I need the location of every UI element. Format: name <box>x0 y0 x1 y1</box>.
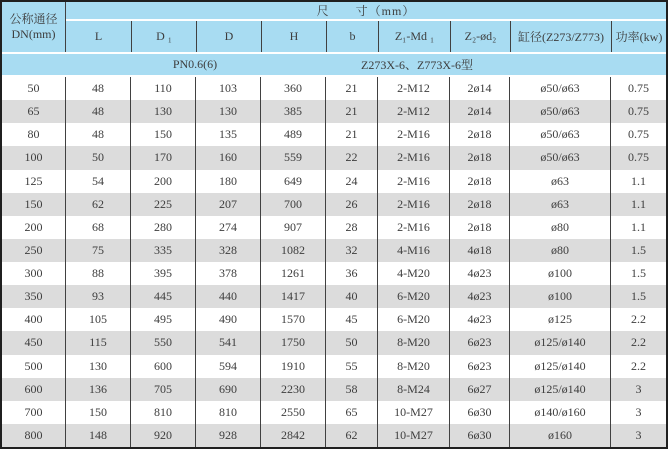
size-header-area <box>65 2 666 52</box>
table-cell: 6ø30 <box>449 424 509 447</box>
table-cell: 4ø23 <box>449 285 509 308</box>
table-cell: 2ø18 <box>449 216 509 239</box>
table-cell: 4-M20 <box>377 262 449 285</box>
col-header-cylinder: 缸径(Z273/Z773) <box>510 21 611 52</box>
table-cell: 550 <box>130 331 195 354</box>
table-cell: 88 <box>65 262 130 285</box>
table-cell: 274 <box>195 216 260 239</box>
table-cell: 800 <box>24 427 43 442</box>
table-cell: 4-M16 <box>377 239 449 262</box>
table-cell: 8-M20 <box>377 331 449 354</box>
table-cell: 65 <box>325 401 377 424</box>
table-cell: 130 <box>65 355 130 378</box>
table-row <box>2 77 666 100</box>
table-row <box>2 146 666 169</box>
table-cell: 2ø18 <box>449 193 509 216</box>
table-cell: 45 <box>325 308 377 331</box>
table-cell: 2ø14 <box>449 77 509 100</box>
table-cell: ø50/ø63 <box>509 100 610 123</box>
table-cell: 594 <box>195 355 260 378</box>
table-cell: 135 <box>195 123 260 146</box>
table-cell: 6-M20 <box>377 308 449 331</box>
table-cell: ø125 <box>509 308 610 331</box>
table-cell: 136 <box>65 378 130 401</box>
pressure-label: PN0.6(6) <box>172 57 218 71</box>
table-cell: 385 <box>260 100 325 123</box>
table-cell: 280 <box>130 216 195 239</box>
table-cell: 445 <box>130 285 195 308</box>
table-cell: 125 <box>24 173 43 188</box>
table-cell: 2-M16 <box>377 123 449 146</box>
table-cell: 200 <box>130 170 195 193</box>
table-cell: 93 <box>65 285 130 308</box>
table-cell: 150 <box>24 196 43 211</box>
table-cell: 250 <box>24 242 43 257</box>
table-row <box>2 170 666 193</box>
table-cell: 48 <box>65 77 130 100</box>
table-cell: 48 <box>65 100 130 123</box>
table-cell: 2-M12 <box>377 77 449 100</box>
table-cell: 378 <box>195 262 260 285</box>
table-cell: 36 <box>325 262 377 285</box>
table-row <box>2 262 666 285</box>
table-cell: 10-M27 <box>377 401 449 424</box>
table-cell: 649 <box>260 170 325 193</box>
table-cell: ø80 <box>509 216 610 239</box>
table-cell: 360 <box>260 77 325 100</box>
col-header-h: H <box>261 21 326 52</box>
table-cell: ø125/ø140 <box>509 355 610 378</box>
table-cell: 500 <box>24 358 43 373</box>
table-cell: 300 <box>24 266 43 281</box>
table-cell: 600 <box>130 355 195 378</box>
table-cell: ø140/ø160 <box>509 401 610 424</box>
table-cell: 2230 <box>260 378 325 401</box>
table-cell: 160 <box>195 146 260 169</box>
size-header-title: 尺 寸（mm） <box>66 2 666 21</box>
table-cell: 328 <box>195 239 260 262</box>
table-cell: 65 <box>27 104 40 119</box>
table-cell: 3 <box>610 401 666 424</box>
table-cell: 150 <box>65 401 130 424</box>
corner-header-line1: 公称通径 <box>9 12 58 26</box>
table-cell: 150 <box>130 123 195 146</box>
table-cell: 450 <box>24 335 43 350</box>
table-cell: 2.2 <box>610 308 666 331</box>
model-label: Z273X-6、Z773X-6型 <box>361 58 473 72</box>
table-row <box>2 355 666 378</box>
table-cell: 68 <box>65 216 130 239</box>
table-cell: 32 <box>325 239 377 262</box>
table-cell: 600 <box>24 381 43 396</box>
table-cell: 62 <box>65 193 130 216</box>
table-cell: 50 <box>325 331 377 354</box>
table-row <box>2 401 666 424</box>
table-cell: ø63 <box>509 193 610 216</box>
table-cell: 2ø18 <box>449 123 509 146</box>
table-row <box>2 123 666 146</box>
table-cell: 58 <box>325 378 377 401</box>
table-cell: 1261 <box>260 262 325 285</box>
table-cell: 0.75 <box>610 146 666 169</box>
table-cell: 28 <box>325 216 377 239</box>
table-cell: 105 <box>65 308 130 331</box>
table-cell: 690 <box>195 378 260 401</box>
table-cell: 1.1 <box>610 170 666 193</box>
table-cell: 440 <box>195 285 260 308</box>
table-cell: 1.5 <box>610 262 666 285</box>
table-row <box>2 308 666 331</box>
table-cell: 1082 <box>260 239 325 262</box>
table-cell: 10-M27 <box>377 424 449 447</box>
table-cell: 400 <box>24 312 43 327</box>
table-cell: 6ø23 <box>449 355 509 378</box>
table-row <box>2 239 666 262</box>
table-cell: 48 <box>65 123 130 146</box>
table-cell: 0.75 <box>610 123 666 146</box>
table-row <box>2 216 666 239</box>
table-cell: 1.1 <box>610 193 666 216</box>
col-header-d1: D ₁ <box>131 21 196 52</box>
table-cell: ø50/ø63 <box>509 123 610 146</box>
table-cell: 2-M12 <box>377 100 449 123</box>
table-cell: 489 <box>260 123 325 146</box>
table-cell: 395 <box>130 262 195 285</box>
table-cell: 110 <box>130 77 195 100</box>
table-cell: 2.2 <box>610 355 666 378</box>
table-cell: 4ø18 <box>449 239 509 262</box>
table-cell: 21 <box>325 100 377 123</box>
table-cell: 928 <box>195 424 260 447</box>
table-body <box>2 77 666 447</box>
table-cell: 4ø23 <box>449 308 509 331</box>
table-cell: 200 <box>24 219 43 234</box>
table-cell: 2842 <box>260 424 325 447</box>
table-cell: 6-M20 <box>377 285 449 308</box>
table-cell: ø100 <box>509 285 610 308</box>
table-cell: 62 <box>325 424 377 447</box>
table-cell: 2.2 <box>610 331 666 354</box>
table-cell: 700 <box>260 193 325 216</box>
table-header <box>2 2 666 54</box>
spec-row <box>2 54 666 77</box>
table-cell: 130 <box>130 100 195 123</box>
table-cell: 148 <box>65 424 130 447</box>
table-cell: 40 <box>325 285 377 308</box>
table-cell: 705 <box>130 378 195 401</box>
table-cell: 3 <box>610 378 666 401</box>
table-cell: 100 <box>24 150 43 165</box>
table-cell: 2ø18 <box>449 146 509 169</box>
table-cell: 907 <box>260 216 325 239</box>
table-cell: 1.5 <box>610 239 666 262</box>
table-cell: 22 <box>325 146 377 169</box>
table-cell: 26 <box>325 193 377 216</box>
table-cell: 1417 <box>260 285 325 308</box>
table-cell: 1570 <box>260 308 325 331</box>
table-cell: 3 <box>610 424 666 447</box>
table-cell: 2550 <box>260 401 325 424</box>
table-cell: 75 <box>65 239 130 262</box>
column-header-row <box>66 21 666 52</box>
table-cell: 2-M16 <box>377 216 449 239</box>
table-cell: 2ø14 <box>449 100 509 123</box>
table-cell: 810 <box>130 401 195 424</box>
table-cell: 21 <box>325 123 377 146</box>
table-cell: ø80 <box>509 239 610 262</box>
table-cell: 1.5 <box>610 285 666 308</box>
table-row <box>2 193 666 216</box>
table-row <box>2 331 666 354</box>
table-row <box>2 285 666 308</box>
corner-header-line2: DN(mm) <box>11 27 56 41</box>
table-cell: 495 <box>130 308 195 331</box>
table-cell: ø100 <box>509 262 610 285</box>
table-cell: 6ø27 <box>449 378 509 401</box>
table-cell: 103 <box>195 77 260 100</box>
col-header-b: b <box>326 21 378 52</box>
table-cell: 2-M16 <box>377 146 449 169</box>
col-header-l: L <box>94 29 103 43</box>
table-cell: 350 <box>24 289 43 304</box>
table-cell: 50 <box>27 81 40 96</box>
table-cell: ø50/ø63 <box>509 146 610 169</box>
table-cell: 920 <box>130 424 195 447</box>
table-cell: 50 <box>65 146 130 169</box>
corner-header-dn <box>2 2 65 52</box>
col-header-z1-md1: Z₁-Md ₁ <box>378 21 450 52</box>
table-cell: 6ø23 <box>449 331 509 354</box>
table-cell: ø63 <box>509 170 610 193</box>
table-cell: 80 <box>27 127 40 142</box>
table-cell: 180 <box>195 170 260 193</box>
table-cell: ø125/ø140 <box>509 378 610 401</box>
table-cell: 6ø30 <box>449 401 509 424</box>
table-cell: 0.75 <box>610 100 666 123</box>
table-cell: 559 <box>260 146 325 169</box>
table-cell: 810 <box>195 401 260 424</box>
table-cell: 24 <box>325 170 377 193</box>
table-cell: 335 <box>130 239 195 262</box>
col-header-power: 功率(kw) <box>611 21 666 52</box>
table-cell: 1.1 <box>610 216 666 239</box>
table-cell: 55 <box>325 355 377 378</box>
table-row <box>2 100 666 123</box>
table-cell: 2-M16 <box>377 193 449 216</box>
table-cell: 115 <box>65 331 130 354</box>
table-cell: 130 <box>195 100 260 123</box>
table-cell: 490 <box>195 308 260 331</box>
col-header-d: D <box>196 21 261 52</box>
table-cell: 1750 <box>260 331 325 354</box>
table-cell: 0.75 <box>610 77 666 100</box>
table-cell: 8-M20 <box>377 355 449 378</box>
table-cell: 1910 <box>260 355 325 378</box>
table-cell: 170 <box>130 146 195 169</box>
table-cell: 54 <box>65 170 130 193</box>
col-header-z2-od2: Z₂-ød₂ <box>450 21 510 52</box>
table-cell: 541 <box>195 331 260 354</box>
table-cell: 2-M16 <box>377 170 449 193</box>
table-row <box>2 378 666 401</box>
table-cell: 4ø23 <box>449 262 509 285</box>
table-row <box>2 424 666 447</box>
table-cell: 700 <box>24 404 43 419</box>
table-cell: ø160 <box>509 424 610 447</box>
table-cell: ø50/ø63 <box>509 77 610 100</box>
table-cell: 21 <box>325 77 377 100</box>
table-cell: 225 <box>130 193 195 216</box>
table-cell: 2ø18 <box>449 170 509 193</box>
table-cell: 207 <box>195 193 260 216</box>
table-cell: 8-M24 <box>377 378 449 401</box>
table-cell: ø125/ø140 <box>509 331 610 354</box>
